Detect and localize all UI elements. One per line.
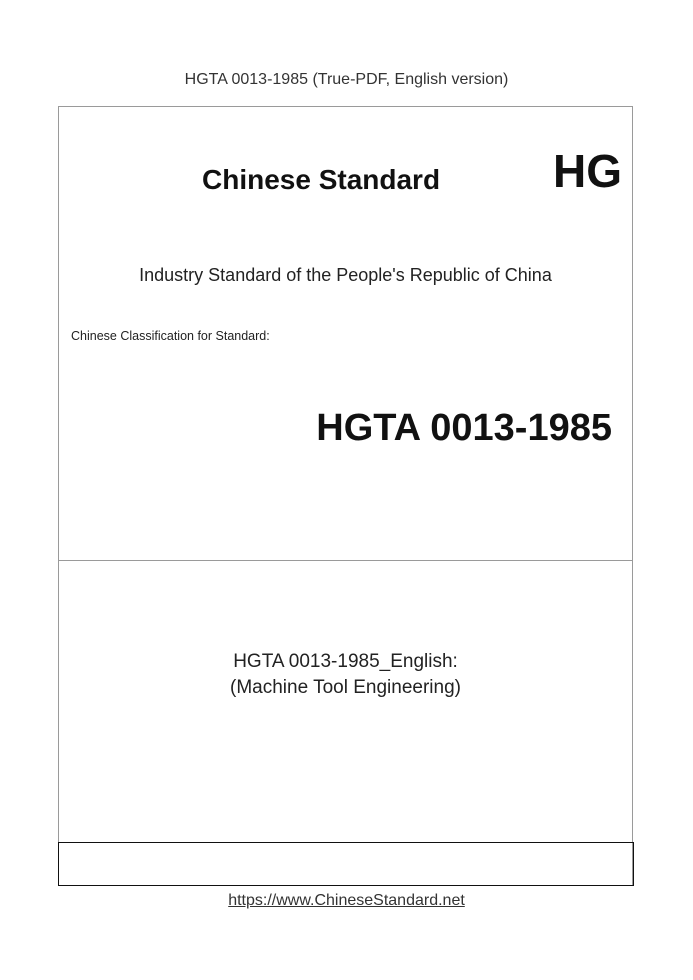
classification-label: Chinese Classification for Standard: (71, 329, 270, 343)
description-title: HGTA 0013-1985_English: (233, 651, 458, 672)
description-subtitle: (Machine Tool Engineering) (230, 677, 461, 698)
title-panel (59, 107, 632, 561)
issuing-body: Industry Standard of the People's Republic of China (139, 265, 552, 285)
website-footer (0, 892, 693, 910)
standard-heading: Chinese Standard (202, 164, 441, 195)
website-link[interactable]: https://www.ChineseStandard.net (228, 892, 465, 909)
description-panel (59, 561, 632, 843)
standard-mark: HG (553, 145, 622, 197)
cover-frame (58, 106, 633, 885)
standard-number: HGTA 0013-1985 (316, 407, 612, 449)
footer-strip (58, 842, 634, 886)
document-caption: HGTA 0013-1985 (True-PDF, English version) (184, 71, 509, 88)
